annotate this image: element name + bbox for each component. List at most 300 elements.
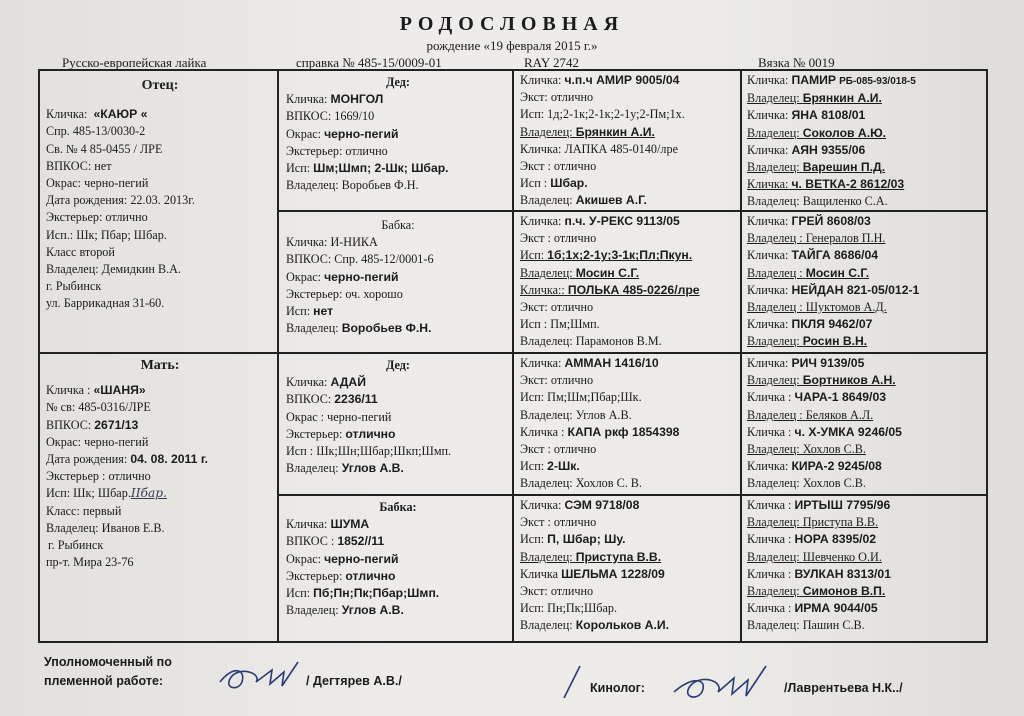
field-value: ч.п.ч АМИР 9005/04 (564, 73, 680, 87)
field-label: Владелец: (747, 515, 800, 530)
field-value: 1б;1х;2-1у;3-1к;Пл;Пкун. (547, 248, 693, 263)
field-value: Приступа В.В. (802, 515, 879, 530)
field-value: Мосин С.Г. (805, 265, 870, 280)
field-label: Исп: (520, 248, 545, 263)
ancestor-line (520, 600, 738, 617)
grandparent-vpkos: 2236/11 (334, 392, 378, 407)
field-value: Генералов П.Н. (805, 231, 886, 246)
ancestor-line (747, 372, 985, 389)
field-label: Исп: (520, 107, 545, 122)
field-value: отлично (553, 442, 597, 457)
field-value: Варешин П.Д. (802, 160, 886, 175)
registry-number: РБ-085-93/018-5 (839, 76, 916, 87)
field-label: Владелец: (520, 124, 573, 139)
signature-image (668, 658, 778, 706)
certificate-number: справка № 485-15/0009-01 (296, 55, 442, 70)
mother-city: г. Рыбинск (48, 538, 104, 553)
pedigree-table (38, 69, 988, 643)
father-line: Исп.: Шк; Пбар; Шбар. (46, 227, 167, 242)
field-value: ЯНА 8108/01 (791, 108, 866, 123)
field-value: Ващиленко С.А. (802, 194, 888, 209)
field-label: Владелец : (747, 300, 803, 315)
field-label: Кличка: (520, 141, 562, 156)
ancestor-line (747, 142, 985, 159)
field-label: ВПКОС : (286, 534, 335, 549)
field-label: Кличка : (747, 390, 792, 405)
grandparent-exterior: Экстерьер: отлично (286, 143, 388, 158)
field-label: Кличка: (747, 214, 789, 228)
maternal-grandfather-cell (286, 357, 510, 477)
field-label: Окрас: (286, 126, 322, 141)
field-label: Кличка: (747, 282, 789, 297)
mother-heading: Мать: (140, 358, 180, 373)
father-line: ВПКОС: нет (46, 158, 112, 173)
grandparent-trials: Исп : Шк;Шн;Шбар;Шкп;Шмп. (286, 444, 452, 459)
ancestor-line (747, 566, 985, 583)
ancestor-line (747, 193, 985, 210)
father-cell (46, 77, 274, 313)
great-grandparents-cell (520, 355, 738, 493)
father-line: г. Рыбинск (46, 279, 102, 294)
field-label: Владелец: (747, 618, 800, 633)
great-grandparents-cell (520, 213, 738, 351)
field-value: Шевченко О.И. (802, 549, 882, 564)
field-label: Владелец : (747, 265, 803, 280)
mother-sv: № св: 485-0316/ЛРЕ (46, 400, 151, 415)
field-value: ч. ВЕТКА-2 8612/03 (791, 177, 905, 192)
ancestor-line (520, 497, 738, 514)
ancestor-line (747, 407, 985, 424)
field-value: Мосин С.Г. (575, 265, 640, 280)
ancestor-line (520, 192, 738, 209)
field-label: Кличка: (747, 142, 789, 157)
paternal-grandfather-cell (286, 74, 510, 194)
field-value: отлично (553, 231, 597, 246)
field-value: НЕЙДАН 821-05/012-1 (791, 282, 920, 297)
field-label: Кличка: (46, 107, 88, 122)
father-line: Экстерьер: отлично (46, 210, 148, 225)
field-label: Экст : (520, 442, 551, 457)
ancestor-line (520, 299, 738, 316)
ancestor-line (747, 90, 985, 107)
mother-name: «ШАНЯ» (93, 383, 146, 398)
field-value: Росин В.Н. (802, 334, 868, 349)
field-label: Владелец: (520, 407, 573, 422)
ancestor-line (520, 333, 738, 350)
field-label: Исп: (286, 304, 311, 319)
field-label: Владелец: (747, 442, 800, 457)
field-value: Хохлов С. В. (575, 476, 642, 491)
ancestor-line (747, 458, 985, 475)
field-label: Владелец: (747, 125, 800, 140)
field-value: Бортников А.Н. (802, 373, 896, 388)
field-value: отлично (550, 90, 594, 105)
grandparent-heading: Дед: (385, 358, 410, 372)
great-great-grandparents-cell (747, 497, 985, 635)
ancestor-line (747, 475, 985, 492)
field-label: Экст : (520, 515, 551, 530)
ancestor-line (520, 282, 738, 299)
authorized-label-line1: Уполномоченный по (44, 655, 172, 669)
field-label: Исп: (286, 161, 311, 176)
divider (277, 494, 986, 496)
ancestor-line (747, 497, 985, 514)
field-label: Экст: (520, 373, 548, 388)
field-label: Владелец: (520, 265, 573, 280)
ancestor-line (520, 72, 738, 89)
mother-dob: 04. 08. 2011 г. (130, 452, 209, 467)
field-value: АММАН 1416/10 (564, 356, 659, 370)
field-value: ч. Х-УМКА 9246/05 (794, 424, 902, 439)
cynologist-label: Кинолог: (590, 681, 645, 695)
handwritten-note: IIбар. (130, 486, 167, 501)
great-great-grandparents-cell (747, 213, 985, 351)
ancestor-line (747, 583, 985, 600)
authorized-name: / Дегтярев А.В./ (306, 674, 402, 688)
mother-address: пр-т. Мира 23-76 (46, 555, 134, 570)
ancestor-line (747, 424, 985, 441)
field-value: Акишев А.Г. (575, 193, 647, 208)
great-great-grandparents-cell (747, 355, 985, 493)
mother-vpkos: 2671/13 (94, 417, 139, 432)
ancestor-line (520, 141, 738, 158)
mother-owner: Владелец: Иванов Е.В. (46, 520, 165, 535)
field-value: ПКЛЯ 9462/07 (791, 317, 873, 332)
field-label: Исп: (520, 601, 545, 616)
field-label: Владелец: (286, 321, 339, 336)
field-value: отлично (550, 373, 594, 388)
mother-cell (46, 357, 274, 571)
grandparent-trials: нет (313, 304, 334, 319)
grandparent-vpkos: ВПКОС: 1669/10 (286, 109, 375, 124)
field-label: Экстерьер: (286, 568, 343, 583)
field-label: Кличка (520, 566, 559, 581)
field-label: Кличка : (747, 601, 792, 616)
great-great-grandparents-cell (747, 72, 985, 211)
field-value: РИЧ 9139/05 (791, 356, 865, 370)
ancestor-line (747, 441, 985, 458)
divider (512, 71, 514, 641)
field-value: КИРА-2 9245/08 (791, 459, 882, 474)
breed-label: Русско-европейская лайка (62, 55, 207, 70)
field-value: Приступа В.В. (575, 549, 662, 564)
ancestor-line (520, 265, 738, 282)
divider (277, 71, 279, 641)
divider (40, 352, 986, 354)
mating-number: Вязка № 0019 (758, 55, 835, 70)
field-value: Пашин С.В. (802, 618, 865, 633)
authorized-label-line2: племенной работе: (44, 674, 164, 688)
field-label: Кличка: (520, 214, 562, 228)
grandparent-trials: Шм;Шмп; 2-Шк; Шбар. (313, 161, 449, 176)
grandparent-color: черно-пегий (324, 126, 399, 141)
grandparent-heading: Бабка: (379, 500, 417, 514)
document-title: РОДОСЛОВНАЯ (399, 13, 625, 35)
field-label: Кличка: (747, 317, 789, 332)
field-label: Кличка: (286, 92, 328, 107)
field-label: Исп: (520, 459, 545, 474)
ancestor-line (520, 389, 738, 406)
ancestor-line (747, 125, 985, 142)
field-value: п.ч. У-РЕКС 9113/05 (564, 214, 680, 228)
ancestor-line (747, 389, 985, 406)
grandparent-name: МОНГОЛ (330, 92, 384, 107)
field-label: ВПКОС: (46, 417, 92, 432)
mother-class: Класс: первый (46, 503, 122, 518)
ancestor-line (520, 566, 738, 583)
field-value: ИРМА 9044/05 (794, 601, 878, 616)
field-label: Владелец: (520, 476, 573, 491)
field-label: Владелец : (747, 231, 803, 246)
father-line: Окрас: черно-пегий (46, 176, 149, 191)
field-value: Углов А.В. (575, 407, 632, 422)
field-label: Владелец: (747, 476, 800, 491)
field-label: Кличка: (747, 459, 789, 474)
ancestor-line (520, 372, 738, 389)
father-line: Св. № 4 85-0455 / ЛРЕ (46, 141, 163, 156)
field-label: Экст: (520, 90, 548, 105)
grandparent-owner: Воробьев Ф.Н. (341, 321, 432, 336)
ancestor-line (747, 316, 985, 333)
ancestor-line (520, 247, 738, 264)
paternal-grandmother-cell (286, 217, 510, 337)
grandparent-owner: Углов А.В. (341, 461, 404, 476)
ancestor-line (747, 514, 985, 531)
grandparent-vpkos: 1852//11 (337, 534, 385, 549)
grandparent-color: черно-пегий (324, 551, 399, 566)
ancestor-line (747, 213, 985, 230)
field-value: Хохлов С.В. (802, 476, 866, 491)
field-label: Кличка : (520, 424, 565, 439)
field-value: 1д;2-1к;2-1к;2-1у;2-Пм;1х. (547, 107, 685, 122)
father-line: Класс второй (46, 244, 115, 259)
ancestor-line (747, 600, 985, 617)
field-value: КАПА ркф 1854398 (567, 424, 680, 439)
field-value: Брянкин А.И. (575, 124, 655, 139)
field-value: АЯН 9355/06 (791, 142, 866, 157)
field-label: Кличка: (747, 177, 789, 192)
mother-exterior: Экстерьер : отлично (46, 469, 151, 484)
ancestor-line (747, 617, 985, 634)
field-value: 2-Шк. (547, 459, 580, 474)
grandparent-color: Окрас : черно-пегий (286, 409, 392, 424)
field-label: Владелец: (747, 91, 800, 106)
field-label: Окрас: (286, 551, 322, 566)
ancestor-line (747, 282, 985, 299)
field-value: ИРТЫШ 7795/96 (794, 498, 891, 512)
field-label: Кличка: (520, 498, 562, 512)
field-label: Кличка: (747, 73, 789, 87)
ancestor-line (747, 72, 985, 90)
grandparent-owner: Углов А.В. (341, 603, 404, 618)
father-heading: Отец: (141, 78, 179, 93)
field-value: ЛАПКА 485-0140/лре (564, 141, 678, 156)
field-value: Симонов В.П. (802, 584, 886, 599)
field-value: ВУЛКАН 8313/01 (794, 566, 891, 581)
ancestor-line (520, 424, 738, 441)
ancestor-line (520, 230, 738, 247)
field-label: Кличка: (520, 356, 562, 370)
field-label: Окрас: (286, 269, 322, 284)
ancestor-line (747, 265, 985, 282)
field-label: Экст : (520, 231, 551, 246)
ancestor-line (520, 514, 738, 531)
ancestor-line (747, 176, 985, 193)
field-label: Кличка: (520, 73, 562, 87)
field-value: Хохлов С.В. (802, 442, 866, 457)
grandparent-owner: Владелец: Воробьев Ф.Н. (286, 178, 419, 193)
father-line: Дата рождения: 22.03. 2013г. (46, 193, 195, 208)
pen-stroke (558, 662, 588, 702)
cynologist-name: /Лаврентьева Н.К../ (784, 681, 903, 695)
signature-image (212, 652, 312, 696)
great-grandparents-cell (520, 497, 738, 635)
field-label: Экстерьер: (286, 426, 343, 441)
field-label: Владелец: (520, 334, 573, 349)
field-label: Кличка:: (520, 282, 565, 297)
grandparent-exterior: отлично (345, 426, 396, 441)
ancestor-line (520, 89, 738, 106)
field-label: Экст : (520, 159, 551, 174)
ancestor-line (520, 407, 738, 424)
field-value: НОРА 8395/02 (794, 532, 877, 547)
field-value: СЭМ 9718/08 (564, 498, 640, 512)
ancestor-line (520, 441, 738, 458)
field-label: Владелец : (747, 407, 803, 422)
ancestor-line (520, 106, 738, 123)
ancestor-line (520, 475, 738, 492)
field-label: Кличка : (747, 532, 792, 547)
mother-color: Окрас: черно-пегий (46, 434, 149, 449)
field-value: отлично (553, 159, 597, 174)
field-value: отлично (550, 300, 594, 315)
father-line: ул. Баррикадная 31-60. (46, 296, 165, 311)
ancestor-line (520, 583, 738, 600)
field-label: Кличка : (747, 424, 792, 439)
field-value: ПАМИР (791, 73, 837, 87)
ancestor-line (747, 107, 985, 124)
field-label: Владелец: (520, 193, 573, 208)
field-value: ГРЕЙ 8608/03 (791, 214, 871, 228)
field-label: Кличка : (747, 566, 792, 581)
birth-date-line: рождение «19 февраля 2015 г.» (426, 38, 598, 53)
field-label: Исп: (286, 586, 311, 601)
ancestor-line (520, 531, 738, 548)
field-label: Кличка: (747, 248, 789, 263)
grandparent-name: АДАЙ (330, 375, 366, 390)
field-label: Исп : (520, 176, 548, 191)
field-label: Кличка : (46, 383, 91, 398)
field-value: ШЕЛЬМА 1228/09 (561, 566, 665, 581)
grandparent-heading: Дед: (385, 75, 410, 89)
ancestor-line (520, 316, 738, 333)
field-label: Владелец: (747, 334, 800, 349)
field-value: отлично (553, 515, 597, 530)
grandparent-exterior: Экстерьер: оч. хорошо (286, 286, 403, 301)
field-label: Кличка : (747, 498, 792, 512)
ancestor-line (747, 333, 985, 350)
field-value: Шбар. (550, 176, 588, 191)
ancestor-line (520, 617, 738, 634)
grandparent-heading: Бабка: (381, 218, 415, 232)
field-value: П, Шбар; Шу. (547, 532, 626, 547)
field-label: Исп: (520, 390, 545, 405)
field-label: Владелец: (520, 549, 573, 564)
ray-number: RAY 2742 (524, 55, 580, 70)
grandparent-vpkos: ВПКОС: Спр. 485-12/0001-6 (286, 252, 434, 267)
father-name: «КАЮР « (93, 107, 148, 122)
ancestor-line (747, 531, 985, 548)
field-value: Корольков А.И. (575, 618, 669, 633)
mother-trials: Исп: Шк; Шбар. (46, 486, 131, 501)
grandparent-exterior: отлично (345, 568, 396, 583)
grandparent-trials: Пб;Пн;Пк;Пбар;Шмп. (313, 586, 440, 601)
field-value: ТАЙГА 8686/04 (791, 248, 879, 263)
field-label: Владелец: (520, 618, 573, 633)
ancestor-line (747, 247, 985, 264)
ancestor-line (520, 549, 738, 566)
grandparent-name: Кличка: И-НИКА (286, 235, 378, 250)
field-value: Брянкин А.И. (802, 91, 882, 106)
field-value: Пм;Шм;Пбар;Шк. (547, 390, 642, 405)
field-label: Владелец: (747, 549, 800, 564)
field-label: Кличка: (286, 375, 328, 390)
field-label: Владелец: (747, 373, 800, 388)
ancestor-line (747, 299, 985, 316)
field-label: Кличка: (286, 517, 328, 532)
field-label: Владелец: (286, 603, 339, 618)
field-value: Шуктомов А.Д. (805, 300, 887, 315)
divider (740, 71, 742, 641)
ancestor-line (747, 230, 985, 247)
ancestor-line (520, 355, 738, 372)
field-value: Беляков А.Л. (805, 407, 874, 422)
field-label: Владелец: (286, 461, 339, 476)
field-value: Пм;Шмп. (550, 317, 600, 332)
field-label: Владелец: (747, 160, 800, 175)
father-line: Спр. 485-13/0030-2 (46, 124, 146, 139)
field-label: ВПКОС: (286, 392, 332, 407)
field-label: Экст: (520, 300, 548, 315)
field-label: Владелец: (747, 194, 800, 209)
maternal-grandmother-cell (286, 499, 510, 619)
ancestor-line (520, 175, 738, 192)
ancestor-line (747, 355, 985, 372)
field-label: Экст: (520, 584, 548, 599)
grandparent-color: черно-пегий (324, 269, 399, 284)
great-grandparents-cell (520, 72, 738, 210)
field-label: Дата рождения: (46, 452, 128, 467)
field-label: Исп: (520, 532, 545, 547)
ancestor-line (747, 159, 985, 176)
field-label: Владелец: (747, 584, 800, 599)
field-value: Соколов А.Ю. (802, 125, 887, 140)
field-value: ЧАРА-1 8649/03 (794, 390, 887, 405)
ancestor-line (520, 458, 738, 475)
ancestor-line (747, 549, 985, 566)
field-label: Кличка: (747, 356, 789, 370)
ancestor-line (520, 213, 738, 230)
father-line: Владелец: Демидкин В.А. (46, 262, 182, 277)
field-value: Парамонов В.М. (575, 334, 662, 349)
grandparent-name: ШУМА (330, 517, 370, 532)
field-value: ПОЛЬКА 485-0226/лре (567, 282, 700, 297)
field-label: Исп : (520, 317, 548, 332)
field-value: отлично (550, 584, 594, 599)
field-label: Кличка: (747, 108, 789, 123)
ancestor-line (520, 124, 738, 141)
field-value: Пн;Пк;Шбар. (547, 601, 618, 616)
